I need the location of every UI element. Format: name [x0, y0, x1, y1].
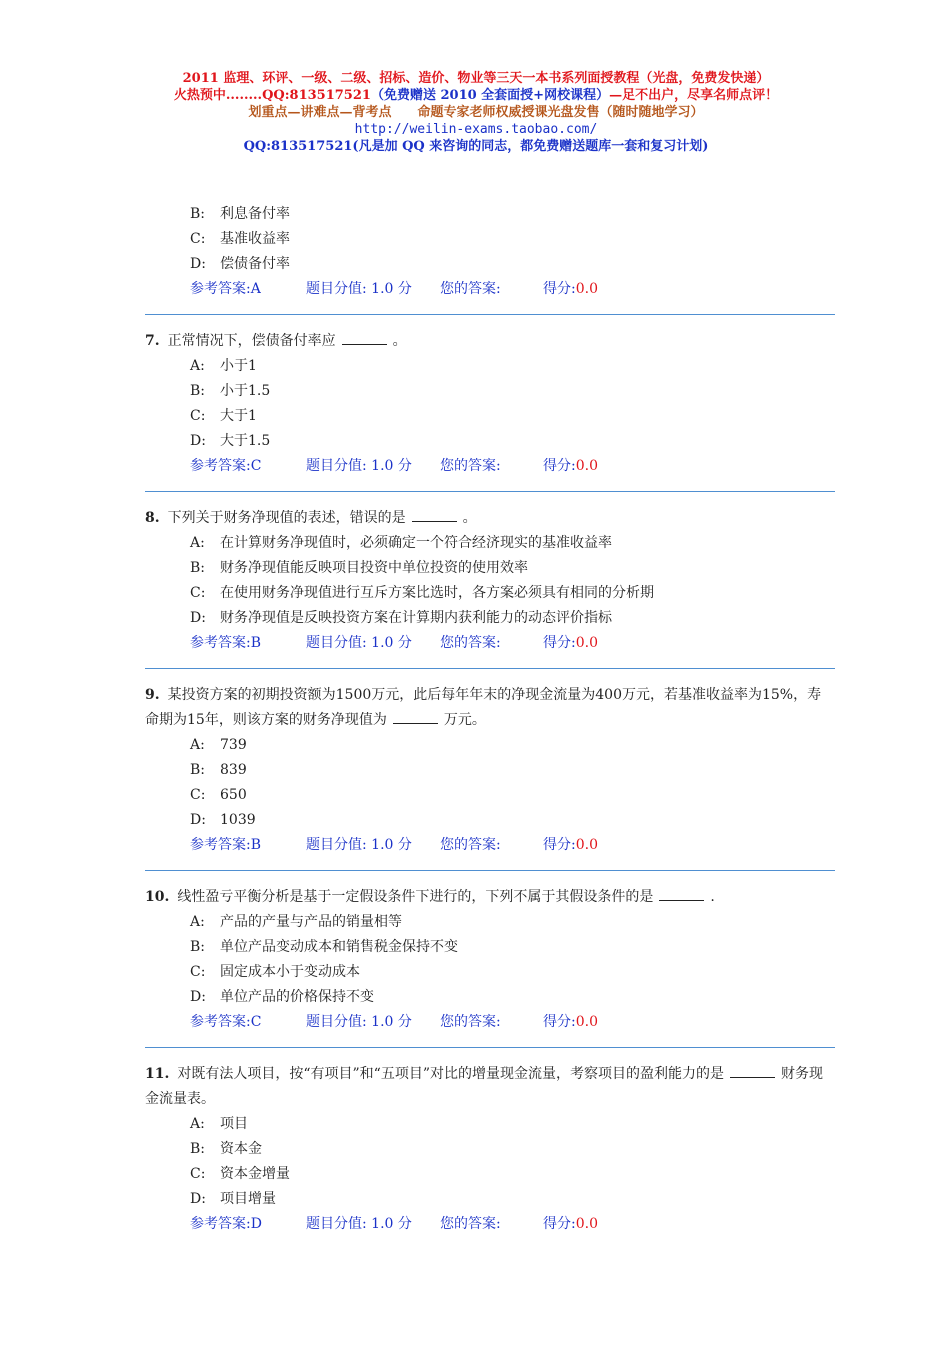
reference-answer: 参考答案:D [190, 1216, 262, 1232]
option-row: B: 小于1.5 [190, 383, 271, 399]
header-line-2-c: —足不出户，尽享名师点评！ [609, 88, 779, 103]
option-row: C: 固定成本小于变动成本 [190, 964, 360, 980]
answer-row [145, 631, 835, 656]
option-row: A: 小于1 [190, 358, 257, 374]
answer-blank [342, 330, 387, 345]
score: 得分:0.0 [543, 1014, 598, 1030]
your-answer: 您的答案: [440, 458, 501, 474]
option-row: A: 在计算财务净现值时，必须确定一个符合经济现实的基准收益率 [190, 535, 612, 551]
header-line-1: 2011 监理、环评、一级、二级、招标、造价、物业等三天一本书系列面授教程（光盘，免费发快递） [182, 71, 770, 86]
your-answer: 您的答案: [440, 1014, 501, 1030]
points-value: 题目分值: 1.0 分 [306, 635, 412, 651]
header-line-2 [0, 87, 952, 104]
divider [145, 1047, 835, 1048]
points-value: 题目分值: 1.0 分 [306, 1014, 412, 1030]
answer-blank [412, 507, 457, 522]
score: 得分:0.0 [543, 635, 598, 651]
question-text: 7. 正常情况下，偿债备付率应 。 [145, 329, 835, 354]
header-line-2-b: （免费赠送 2010 全套面授+网校课程） [370, 88, 610, 103]
points-value: 题目分值: 1.0 分 [306, 281, 412, 297]
question-11 [145, 1062, 835, 1237]
question-7 [145, 329, 835, 479]
question-text: 11. 对既有法人项目，按“有项目”和“五项目”对比的增量现金流量，考察项目的盈利能力的是 财务现金流量表。 [145, 1062, 835, 1112]
question-text: 10. 线性盈亏平衡分析是基于一定假设条件下进行的，下列不属于其假设条件的是 . [145, 885, 835, 910]
option-row: B: 资本金 [190, 1141, 262, 1157]
your-answer: 您的答案: [440, 1216, 501, 1232]
option-row: B: 利息备付率 [190, 206, 290, 222]
score: 得分:0.0 [543, 458, 598, 474]
prev-question-options [145, 202, 835, 277]
reference-answer: 参考答案:B [190, 837, 262, 853]
divider [145, 491, 835, 492]
divider [145, 314, 835, 315]
answer-blank [730, 1063, 775, 1078]
option-row: B: 839 [190, 762, 247, 778]
reference-answer: 参考答案:C [190, 458, 262, 474]
option-row: B: 单位产品变动成本和销售税金保持不变 [190, 939, 458, 955]
answer-row [145, 1212, 835, 1237]
option-row: C: 在使用财务净现值进行互斥方案比选时，各方案必须具有相同的分析期 [190, 585, 654, 601]
your-answer: 您的答案: [440, 635, 501, 651]
answer-row [145, 1010, 835, 1035]
your-answer: 您的答案: [440, 281, 501, 297]
question-8 [145, 506, 835, 656]
divider [145, 668, 835, 669]
answer-blank [393, 709, 438, 724]
option-row: A: 项目 [190, 1116, 248, 1132]
answer-row [145, 277, 835, 302]
question-text: 8. 下列关于财务净现值的表述，错误的是 。 [145, 506, 835, 531]
option-row: D: 项目增量 [190, 1191, 276, 1207]
answer-blank [659, 886, 704, 901]
option-row: C: 基准收益率 [190, 231, 290, 247]
your-answer: 您的答案: [440, 837, 501, 853]
header-line-2-a: 火热预中........QQ:813517521 [173, 88, 371, 103]
points-value: 题目分值: 1.0 分 [306, 458, 412, 474]
question-9 [145, 683, 835, 858]
header-line-3: 划重点—讲难点—背考点 命题专家老师权威授课光盘发售（随时随地学习） [248, 105, 704, 120]
option-row: C: 650 [190, 787, 247, 803]
option-row: D: 单位产品的价格保持不变 [190, 989, 374, 1005]
option-row: C: 资本金增量 [190, 1166, 290, 1182]
answer-row [145, 454, 835, 479]
quiz-content [145, 202, 835, 1237]
reference-answer: 参考答案:A [190, 281, 261, 297]
option-row: D: 偿债备付率 [190, 256, 290, 272]
header-url[interactable]: http://weilin-exams.taobao.com/ [354, 122, 598, 137]
option-row: C: 大于1 [190, 408, 257, 424]
option-row: A: 739 [190, 737, 247, 753]
points-value: 题目分值: 1.0 分 [306, 837, 412, 853]
answer-row [145, 833, 835, 858]
header-line-5: QQ:813517521(凡是加 QQ 来咨询的同志，都免费赠送题库一套和复习计划) [243, 139, 709, 154]
option-row: D: 大于1.5 [190, 433, 271, 449]
score: 得分:0.0 [543, 837, 598, 853]
option-row: D: 1039 [190, 812, 256, 828]
divider [145, 870, 835, 871]
question-text: 9. 某投资方案的初期投资额为1500万元，此后每年年末的净现金流量为400万元，若基准收益率为15%，寿命期为15年，则该方案的财务净现值为 万元。 [145, 687, 822, 728]
option-row: B: 财务净现值能反映项目投资中单位投资的使用效率 [190, 560, 528, 576]
question-10 [145, 885, 835, 1035]
reference-answer: 参考答案:B [190, 635, 262, 651]
score: 得分:0.0 [543, 281, 598, 297]
reference-answer: 参考答案:C [190, 1014, 262, 1030]
score: 得分:0.0 [543, 1216, 598, 1232]
points-value: 题目分值: 1.0 分 [306, 1216, 412, 1232]
option-row: A: 产品的产量与产品的销量相等 [190, 914, 402, 930]
promo-header [0, 70, 952, 155]
option-row: D: 财务净现值是反映投资方案在计算期内获利能力的动态评价指标 [190, 610, 612, 626]
